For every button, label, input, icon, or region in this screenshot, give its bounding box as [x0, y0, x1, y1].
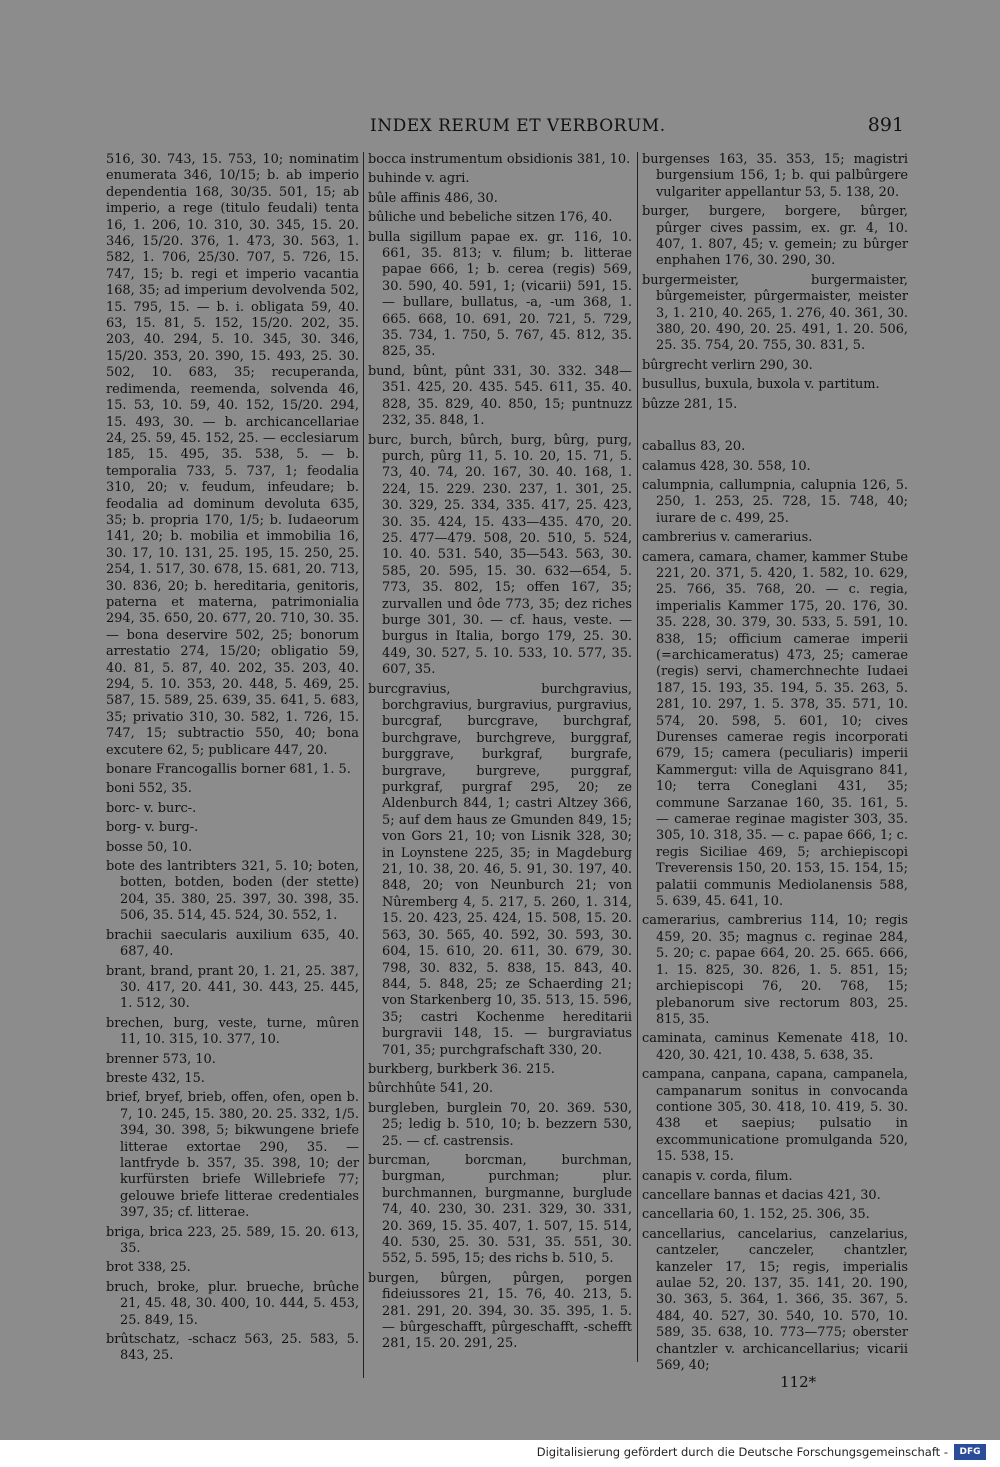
index-entry: bosse 50, 10. — [106, 839, 193, 855]
index-entry: borg- v. burg-. — [106, 820, 199, 836]
index-entry: brot 338, 25. — [106, 1260, 191, 1276]
index-column-3 — [642, 152, 908, 1377]
index-entry: cancellarius, cancelarius, canzelarius, cantzeler, canczeler, chantzler, kanzeler 17, 15; regis, imperialis aulae 52, 20. 137, 35. 141, 20. 190, 30. 363, 5. 364, 1. 366, 35. 367, 5. 484, 40. 527, 30. 540, 10. 570, 10. 589, 35. 638, 10. 773—775; oberster chantzler v. archicancellarius; vicarii 569, 40; — [642, 1226, 908, 1374]
index-entry: briga, brica 223, 25. 589, 15. 20. 613, 35. — [106, 1224, 359, 1256]
index-entry: camerarius, cambrerius 114, 10; regis 459, 20. 35; magnus c. reginae 284, 5. 20; c. papae 664, 20. 25. 665. 666, 1. 15. 825, 30. 826, 1. 5. 851, 15; archiepiscopi 76, 20. 768, 15; plebanorum sive rectorum 803, 25. 815, 35. — [642, 913, 908, 1027]
index-entry: burcman, borcman, burchman, burgman, purchman; plur. burchmannen, burgmanne, burglude 74, 40. 230, 30. 231. 329, 30. 331, 20. 369, 15. 35. 407, 1. 507, 15. 514, 40. 530, 25. 30. 531, 35. 551, 30. 552, 5. 595, 15; des richs b. 510, 5. — [368, 1152, 632, 1267]
index-entry: burcgravius, burchgravius, borchgravius, burgravius, purgravius, burcgraf, burcgrave, burchgraf, burchgrave, burchgreve, burggraf, burggrave, burkgraf, burgrafe, burgrave, burgreve, purggraf, purkgraf, purgraf 295, 20; ze Aldenburch 844, 1; castri Altzey 366, 5; auf dem haus ze Gmunden 849, 15; von Gors 21, 10; von Lisnik 328, 30; in Loynstene 225, 35; in Magdeburg 21, 10. 38, 20. 46, 5. 91, 30. 197, 40. 848, 20; von Neunburch 21; von Nûremberg 4, 5. 217, 5. 260, 1. 314, 15. 20. 423, 25. 424, 15. 508, 15. 20. 563, 30. 565, 40. 592, 30. 593, 30. 604, 15. 610, 20. 611, 30. 679, 30. 798, 30. 832, 5. 838, 15. 843, 40. 844, 5. 848, 25; ze Schaerding 21; von Starkenberg 10, 35. 513, 15. 596, 35; castri Kochenme hereditarii burgravii 148, 15. — burgraviatus 701, 35; purchgrafschaft 330, 20. — [368, 681, 632, 1058]
index-entry: bûrchhûte 541, 20. — [368, 1081, 494, 1097]
index-entry: 516, 30. 743, 15. 753, 10; nominatim enumerata 346, 10/15; b. ab imperio dependentia 168, 30/35. 501, 15; ab imperio, a rege (titulo feudali) tenta 16, 1. 206, 10. 310, 30. 345, 15. 20. 346, 15/20. 376, 1. 473, 30. 563, 1. 582, 1. 706, 25/30. 707, 5. 726, 15. 747, 15; b. regi et imperio vacantia 168, 35; ad imperium devolvenda 502, 15. 795, 15. — b. i. obligata 59, 40. 63, 15. 81, 5. 152, 15/20. 202, 35. 203, 40. 294, 5. 10. 345, 30. 346, 15/20. 353, 20. 390, 15. 493, 25. 30. 502, 10. 683, 35; recuperanda, redimenda, reemenda, solvenda 46, 15. 53, 10. 59, 40. 152, 15/20. 294, 15. 493, 30. — b. archicancellariae 24, 25. 59, 45. 152, 25. — ecclesiarum 185, 15. 495, 35. 538, 5. — b. temporalia 733, 5. 737, 1; feodalia 310, 20; v. feudum, infeudare; b. feodalia ad dominum devoluta 635, 35; b. propria 170, 1/5; b. Iudaeorum 141, 20; b. mobilia et immobilia 16, 30. 17, 10. 131, 25. 195, 15. 250, 25. 254, 1. 517, 30. 678, 15. 681, 20. 713, 30. 836, 20; b. hereditaria, genitoris, paterna et materna, patrimonialia 294, 35. 650, 20. 677, 20. 710, 30. 35. — bona deservire 502, 25; bonorum arrestatio 274, 15/20; obligatio 59, 40. 81, 5. 87, 40. 202, 35. 203, 40. 294, 5. 10. 353, 20. 448, 5. 469, 25. 587, 15. 589, 25. 639, 35. 641, 5. 683, 35; privatio 310, 30. 582, 1. 726, 15. 747, 15; subtractio 550, 40; bona excutere 62, 5; publicare 447, 20. — [106, 152, 359, 758]
page-title: INDEX RERUM ET VERBORUM. — [370, 116, 666, 136]
index-entry: cambrerius v. camerarius. — [642, 530, 813, 546]
index-entry: bund, bûnt, pûnt 331, 30. 332. 348—351. 425, 20. 435. 545. 611, 35. 40. 828, 35. 829, 40. 850, 15; puntnuzz 232, 35. 848, 1. — [368, 363, 632, 429]
page-number: 891 — [867, 114, 904, 136]
index-entry: brachii saecularis auxilium 635, 40. 687, 40. — [106, 927, 359, 960]
index-entry: boni 552, 35. — [106, 781, 192, 797]
index-entry: cancellaria 60, 1. 152, 25. 306, 35. — [642, 1207, 870, 1223]
index-entry: cancellare bannas et dacias 421, 30. — [642, 1187, 881, 1203]
index-entry: calamus 428, 30. 558, 10. — [642, 458, 811, 474]
index-column-1 — [106, 152, 359, 1368]
index-entry: brant, brand, prant 20, 1. 21, 25. 387, 30. 417, 20. 441, 30. 443, 25. 445, 1. 512, 30. — [106, 963, 359, 1012]
index-entry: bûle affinis 486, 30. — [368, 190, 498, 206]
index-entry: breste 432, 15. — [106, 1070, 205, 1086]
index-entry: bûzze 281, 15. — [642, 396, 738, 412]
index-entry: bruch, broke, plur. brueche, brûche 21, 45. 48, 30. 400, 10. 444, 5. 453, 25. 849, 15. — [106, 1279, 359, 1328]
index-entry: brûtschatz, -schacz 563, 25. 583, 5. 843, 25. — [106, 1332, 359, 1364]
index-entry: buhinde v. agri. — [368, 171, 470, 187]
index-entry: caminata, caminus Kemenate 418, 10. 420, 30. 421, 10. 438, 5. 638, 35. — [642, 1031, 908, 1063]
index-entry: bocca instrumentum obsidionis 381, 10. — [368, 152, 631, 167]
index-entry: busullus, buxula, buxola v. partitum. — [642, 377, 880, 393]
index-entry: burkberg, burkberk 36. 215. — [368, 1061, 555, 1077]
index-entry: burgen, bûrgen, pûrgen, porgen fideiussores 21, 15. 76, 40. 213, 5. 281. 291, 20. 394, 30. 35. 395, 1. 5. — bûrgeschafft, pûrgeschafft, -schefft 281, 15. 20. 291, 25. — [368, 1270, 632, 1352]
column-divider — [363, 152, 364, 1378]
dfg-logo-icon: DFG — [954, 1444, 986, 1460]
index-entry: burger, burgere, borgere, bûrger, pûrger cives passim, ex. gr. 4, 10. 407, 1. 807, 45; v. gemein; zu bûrger enphahen 176, 30. 290, 30. — [642, 204, 908, 269]
index-entry: brechen, burg, veste, turne, mûren 11, 10. 315, 10. 377, 10. — [106, 1015, 359, 1048]
index-entry: canapis v. corda, filum. — [642, 1168, 793, 1184]
index-entry: burgleben, burglein 70, 20. 369. 530, 25; ledig b. 510, 10; b. bezzern 530, 25. — cf. castrensis. — [368, 1100, 632, 1149]
running-head — [0, 112, 1000, 142]
index-entry: camera, camara, chamer, kammer Stube 221, 20. 371, 5. 420, 1. 582, 10. 629, 25. 766, 35. 768, 20. — c. regia, imperialis Kammer 175, 20. 176, 30. 35. 228, 30. 379, 30. 533, 5. 591, 10. 838, 15; officium camerae imperii (=archicameratus) 473, 25; camerae (regis) servi, chamerchnechte Iudaei 187, 15. 193, 35. 194, 5. 35. 263, 5. 281, 10. 297, 1. 5. 378, 35. 571, 10. 574, 20. 598, 5. 601, 10; cives Durenses camerae regis incorporati 679, 15; camera (peculiaris) imperii Kammergut: villa de Aquisgrano 841, 10; terra Coneglani 431, 35; commune Sarzanae 160, 35. 161, 5. — camerae reginae magister 303, 35. 305, 10. 318, 35. — c. papae 666, 1; c. regis Siciliae 469, 5; archiepiscopi Treverensis 150, 20. 153, 15. 154, 15; palatii communis Mediolanensis 588, 5. 639, 45. 641, 10. — [642, 549, 908, 910]
footer-credit: Digitalisierung gefördert durch die Deutsche Forschungsgemeinschaft - — [536, 1445, 948, 1459]
index-entry: burgenses 163, 35. 353, 15; magistri burgensium 156, 1; b. qui palbûrgere vulgariter appellantur 53, 5. 138, 20. — [642, 152, 908, 200]
index-entry: burgermeister, burgermaister, bûrgemeister, pûrgermaister, meister 3, 1. 210, 40. 265, 1. 276, 40. 361, 30. 380, 20. 490, 20. 25. 491, 1. 20. 506, 25. 35. 754, 20. 755, 30. 831, 5. — [642, 272, 908, 354]
column-divider — [637, 152, 638, 1362]
signature-mark: 112* — [780, 1373, 817, 1391]
digitization-footer — [0, 1440, 1000, 1467]
index-entry: burc, burch, bûrch, burg, bûrg, purg, purch, pûrg 11, 5. 10. 20, 15. 71, 5. 73, 40. 74, 20. 167, 30. 40. 168, 1. 224, 15. 229. 230. 237, 1. 301, 25. 30. 329, 25. 334, 335. 417, 25. 423, 30. 35. 424, 15. 433—435. 470, 20. 25. 477—479. 508, 20. 510, 5. 524, 10. 40. 531. 540, 35—543. 563, 30. 585, 20. 595, 15. 30. 632—654, 5. 773, 35. 802, 15; offen 167, 35; zurvallen und ôde 773, 35; dez riches burge 301, 30. — cf. haus, veste. — burgus in Italia, borgo 179, 25. 30. 449, 30. 527, 5. 10. 533, 10. 577, 35. 607, 35. — [368, 432, 632, 678]
index-entry: borc- v. burc-. — [106, 800, 197, 816]
index-entry: bûrgrecht verlirn 290, 30. — [642, 357, 813, 373]
index-entry: campana, canpana, capana, campanela, campanarum sonitus in convocanda contione 305, 30. 418, 10. 419, 5. 30. 438 et saepius; pulsatio in excommunicatione promulganda 520, 15. 538, 15. — [642, 1067, 908, 1165]
index-entry: bûliche und bebeliche sitzen 176, 40. — [368, 210, 613, 226]
index-entry: caballus 83, 20. — [642, 439, 746, 455]
index-entry: bonare Francogallis borner 681, 1. 5. — [106, 762, 351, 778]
index-entry: calumpnia, callumpnia, calupnia 126, 5. 250, 1. 253, 25. 728, 15. 748, 40; iurare de c. 499, 25. — [642, 477, 908, 526]
index-entry: bulla sigillum papae ex. gr. 116, 10. 661, 35. 813; v. filum; b. litterae papae 666, 1; b. cerea (regis) 569, 30. 590, 40. 591, 1; (vicarii) 591, 15. — bullare, bullatus, -a, -um 368, 1. 665. 668, 10. 691, 20. 721, 5. 729, 35. 734, 1. 750, 5. 767, 45. 812, 35. 825, 35. — [368, 229, 632, 360]
index-column-2 — [368, 152, 632, 1356]
index-entry: bote des lantribters 321, 5. 10; boten, botten, botden, boden (der stette) 204, 35. 380, 25. 397, 30. 398, 35. 506, 35. 514, 45. 524, 30. 552, 1. — [106, 859, 359, 924]
index-entry: brenner 573, 10. — [106, 1051, 216, 1067]
index-entry: brief, bryef, brieb, offen, ofen, open b. 7, 10. 245, 15. 380, 20. 25. 332, 1/5. 394, 30. 398, 5; bikwungene briefe litterae extortae 290, 35. — lantfryde b. 357, 35. 398, 10; der kurfürsten briefe Willebriefe 77; gelouwe briefe litterae credentiales 397, 35; cf. litterae. — [106, 1090, 359, 1221]
